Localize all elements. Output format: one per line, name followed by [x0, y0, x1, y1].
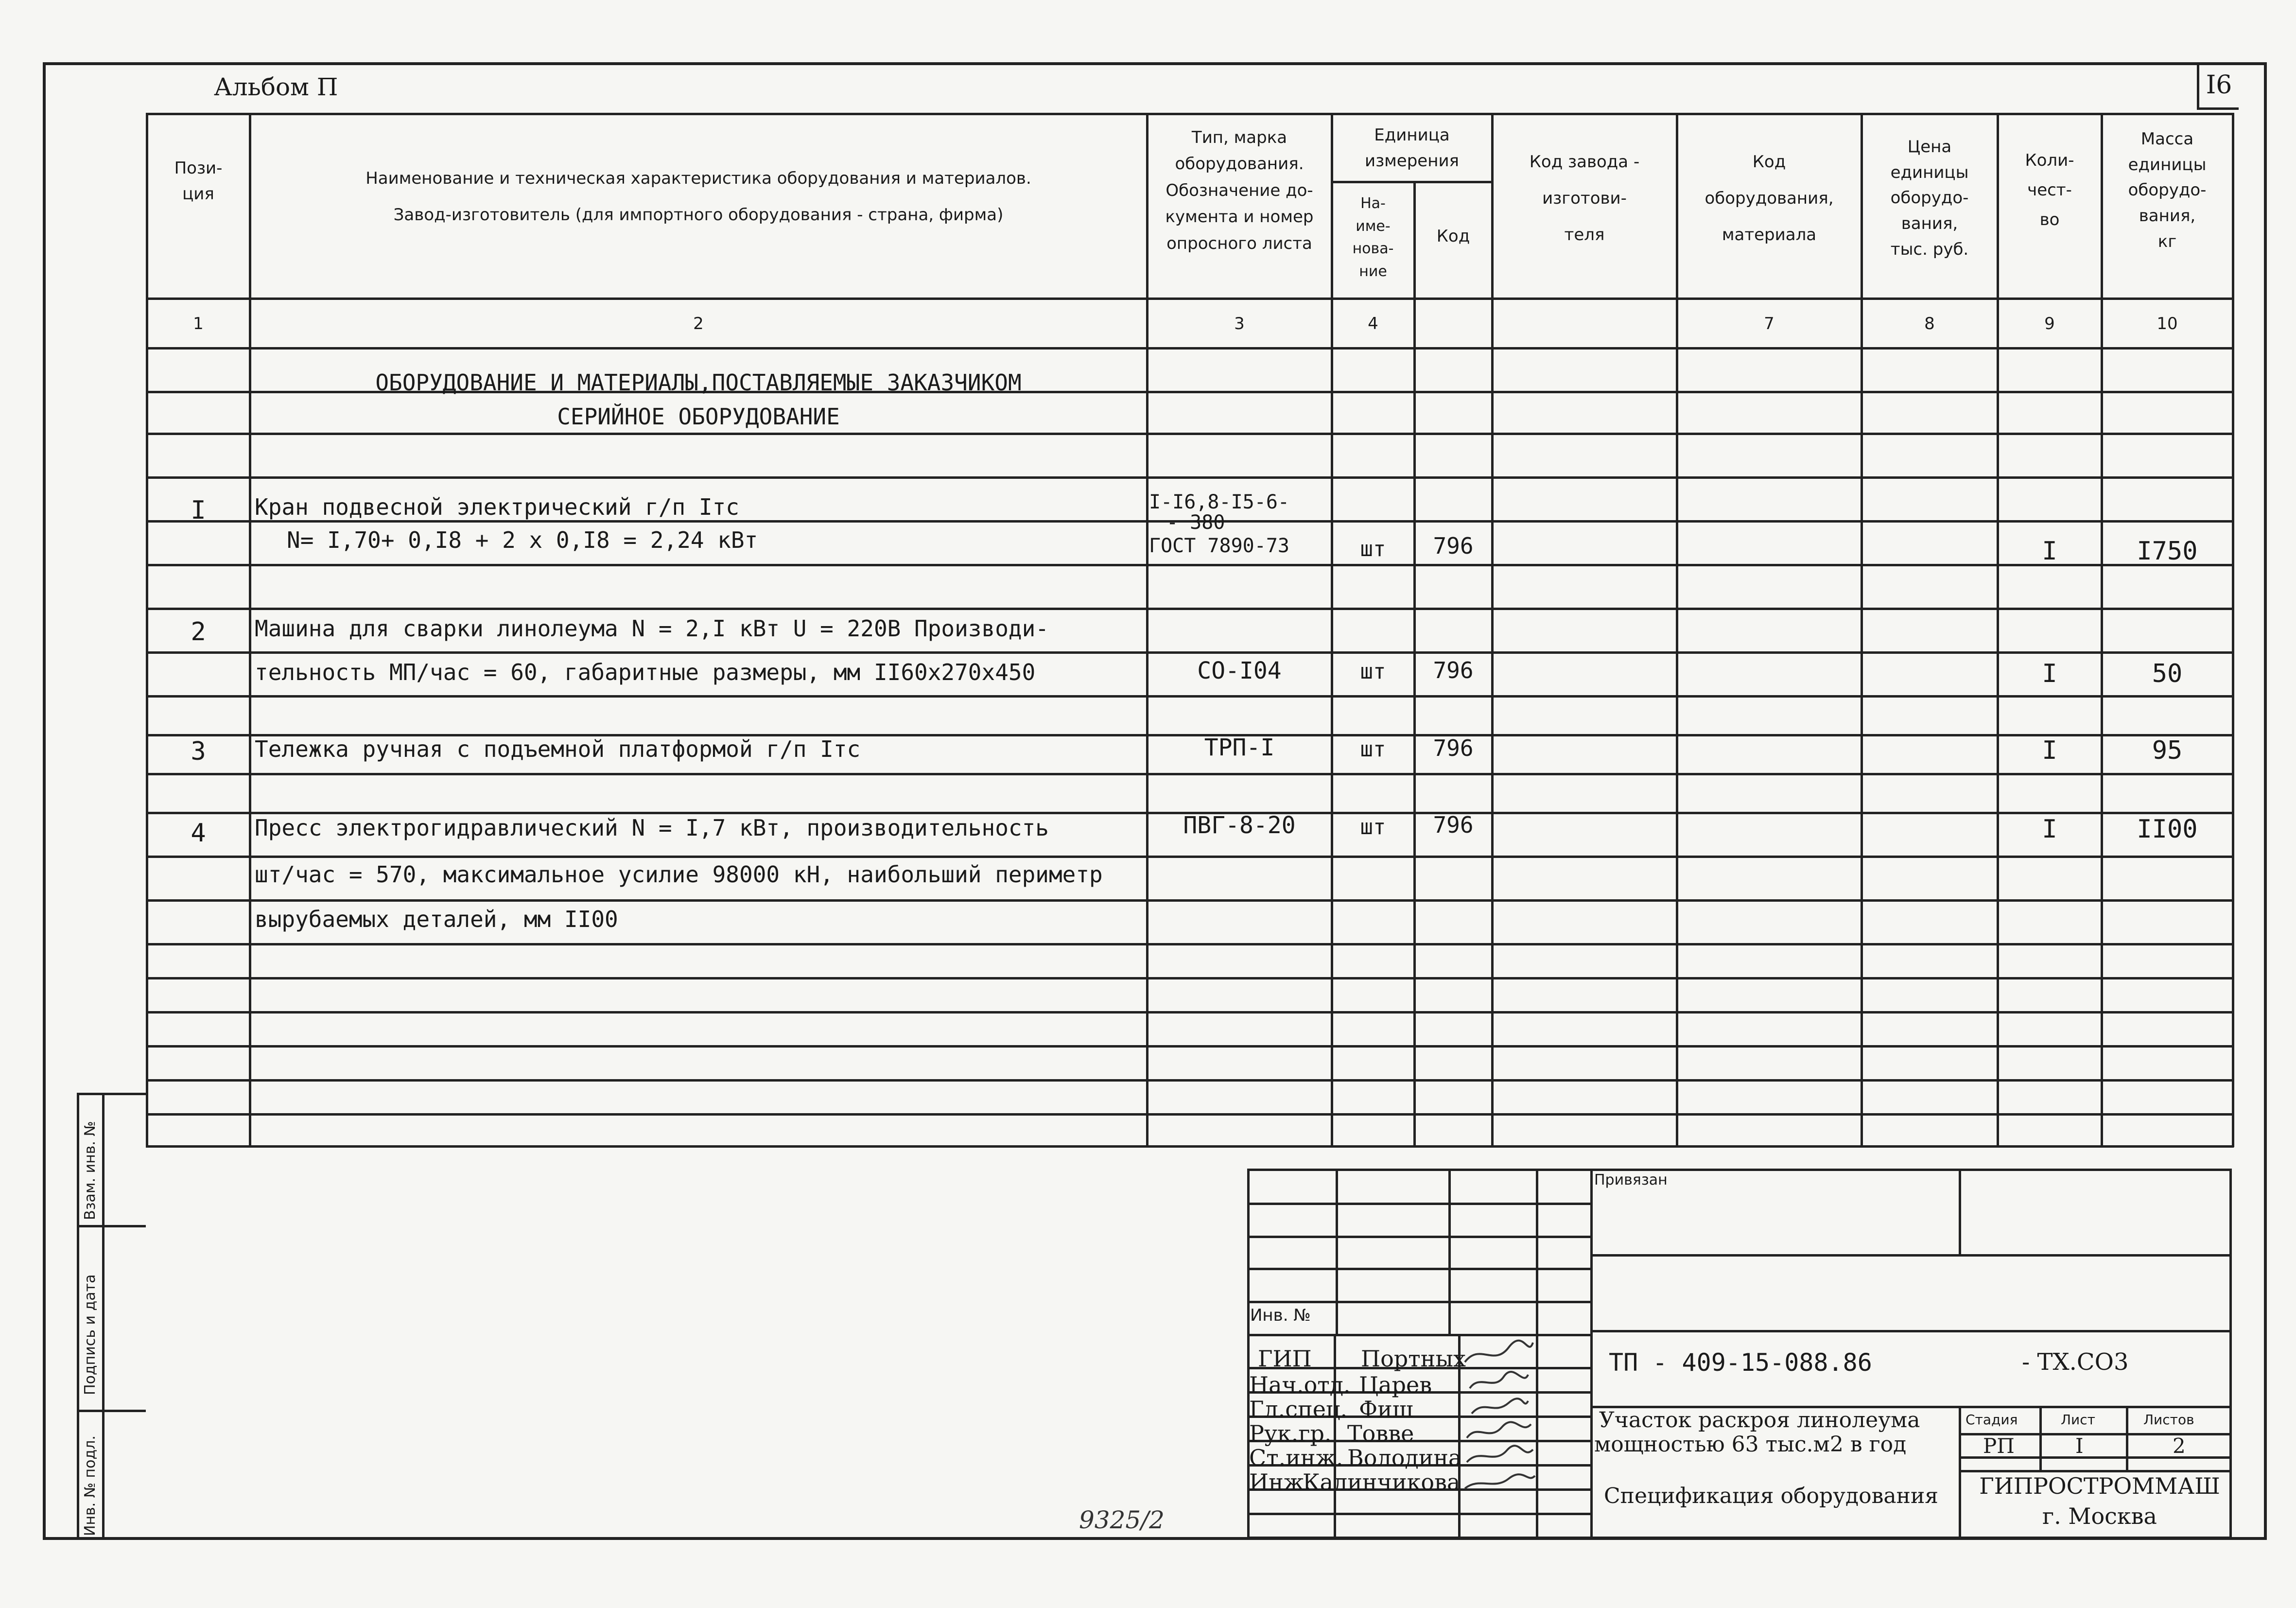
row-1-unit: шт — [1360, 537, 1386, 561]
row-4-unit: шт — [1360, 815, 1386, 839]
table-top-line — [146, 113, 2234, 115]
col-header-mass: Масса единицы оборудо- вания, кг — [2128, 129, 2207, 251]
row-4-unit-code: 796 — [1433, 812, 1474, 838]
person-2: Царев — [1359, 1372, 1432, 1398]
row-line — [146, 977, 2234, 979]
row-line — [146, 943, 2234, 945]
role-4: Рук.гр. — [1249, 1420, 1332, 1447]
signature-mark — [1465, 1474, 1535, 1488]
section-title: ОБОРУДОВАНИЕ И МАТЕРИАЛЫ,ПОСТАВЛЯЕМЫЕ ЗАКАЗЧИКОМ — [375, 369, 1022, 396]
row-line — [146, 1011, 2234, 1014]
stage-value: РП — [1983, 1434, 2015, 1458]
row-1-position: I — [191, 496, 206, 525]
tb-line — [1247, 1268, 1590, 1270]
row-1-quantity: I — [2042, 537, 2057, 566]
row-3-position: 3 — [191, 737, 206, 766]
tb-line — [1590, 1330, 2232, 1332]
col-header-factory-code: Код завода - изготови- теля — [1529, 152, 1640, 245]
col-num-1: 1 — [193, 314, 204, 333]
side-label-replacement: Взам. инв. № — [82, 1121, 99, 1220]
album-label: Альбом П — [214, 73, 338, 101]
signature-mark — [1467, 1446, 1533, 1462]
col-num-2: 2 — [693, 314, 704, 333]
tb-line — [2039, 1406, 2042, 1470]
row-1-type-line-2: - 380 — [1166, 511, 1225, 534]
row-4-position: 4 — [191, 819, 206, 848]
tb-line — [1247, 1236, 1590, 1238]
row-line — [146, 856, 2234, 858]
row-2-name-line-2: тельность МП/час = 60, габаритные размеры, мм II60x270x450 — [255, 659, 1036, 685]
col-num-9: 9 — [2044, 314, 2055, 333]
person-5: Володина — [1347, 1445, 1462, 1471]
col-num-8: 8 — [1924, 314, 1935, 333]
col-line — [1146, 113, 1148, 1147]
row-line — [146, 1079, 2234, 1082]
row-line — [146, 899, 2234, 902]
col-header-equipment-code: Код оборудования, материала — [1705, 152, 1834, 245]
col-line — [1997, 113, 1999, 1147]
row-line — [146, 651, 2234, 654]
tb-line — [1247, 1513, 1590, 1515]
left-stamp-divider — [102, 1093, 104, 1540]
sheets-label: Листов — [2143, 1412, 2194, 1428]
row-2-type: СО-I04 — [1197, 657, 1282, 684]
row-3-quantity: I — [2042, 736, 2057, 765]
row-1-unit-code: 796 — [1433, 533, 1474, 559]
role-5: Ст.инж. — [1249, 1445, 1343, 1471]
row-4-type: ПВГ-8-20 — [1183, 812, 1296, 839]
col-line — [249, 113, 251, 1147]
tb-line — [1247, 1334, 1590, 1336]
row-4-mass: II00 — [2137, 815, 2198, 844]
row-2-mass: 50 — [2152, 659, 2183, 688]
side-label-original-inventory: Инв. № подл. — [82, 1435, 99, 1536]
designation: ТП - 409-15-088.86 — [1609, 1348, 1872, 1377]
left-stamp-line — [77, 1410, 146, 1412]
row-4-name-line-1: Пресс электрогидравлический N = I,7 кВт, производительность — [255, 815, 1049, 841]
row-line — [146, 695, 2234, 698]
row-4-name-line-3: вырубаемых деталей, мм II00 — [255, 906, 618, 932]
col-header-quantity: Коли- чест- во — [2025, 151, 2074, 230]
document-title: Спецификация оборудования — [1604, 1484, 1939, 1508]
sheet-label: Лист — [2061, 1412, 2095, 1428]
tb-line — [1247, 1301, 1590, 1303]
tb-line — [1336, 1169, 1338, 1334]
tb-line — [1247, 1203, 1590, 1205]
tb-line — [1959, 1406, 1961, 1539]
table-bottom-line — [146, 1145, 2234, 1148]
row-1-type-line-3: ГОСТ 7890-73 — [1149, 535, 1289, 557]
col-header-type: Тип, марка оборудования. Обозначение до- кумента и номер опросного листа — [1165, 128, 1314, 253]
organization-city: г. Москва — [2042, 1503, 2157, 1529]
stage-label: Стадия — [1966, 1412, 2018, 1428]
role-1: ГИП — [1258, 1346, 1312, 1372]
col-header-unit-code: Код — [1436, 227, 1470, 246]
person-3: Фиш — [1359, 1396, 1413, 1422]
signatures — [1460, 1338, 1538, 1518]
row-3-unit-code: 796 — [1433, 735, 1474, 761]
person-1: Портных — [1361, 1346, 1466, 1372]
col-line — [1861, 113, 1863, 1147]
signature-mark — [1472, 1398, 1528, 1414]
sheet-value: I — [2075, 1434, 2084, 1458]
col-header-price: Цена единицы оборудо- вания, тыс. руб. — [1890, 137, 1969, 259]
sheets-value: 2 — [2173, 1434, 2186, 1458]
row-3-unit: шт — [1360, 737, 1386, 762]
signature-mark — [1465, 1341, 1533, 1362]
designation-suffix: - ТХ.СО3 — [2022, 1348, 2129, 1376]
col-header-name: Наименование и техническая характеристика оборудования и материалов. Завод-изготовитель (для импортного оборудования - страна, фирма) — [365, 169, 1031, 225]
col-num-4: 4 — [1368, 314, 1378, 333]
col-header-unit-group: Единица измерения — [1364, 125, 1460, 171]
row-line — [146, 608, 2234, 610]
row-line — [146, 564, 2234, 566]
archive-number: 9325/2 — [1079, 1506, 1165, 1534]
tb-line — [1448, 1169, 1451, 1334]
organization: ГИПРОСТРОММАШ — [1979, 1473, 2220, 1499]
object-title-line-1: Участок раскроя линолеума — [1599, 1408, 1920, 1433]
row-3-mass: 95 — [2152, 736, 2183, 765]
page-number-box — [2197, 65, 2239, 110]
row-1-mass: I750 — [2137, 537, 2198, 566]
row-line — [146, 476, 2234, 479]
numbers-bottom-line — [146, 347, 2234, 350]
col-line — [1491, 113, 1494, 1147]
row-1-type-line-1: I-I6,8-I5-6- — [1149, 491, 1289, 513]
row-line — [146, 773, 2234, 775]
row-2-unit-code: 796 — [1433, 657, 1474, 683]
page-number: I6 — [2206, 70, 2232, 100]
row-3-name: Тележка ручная с подъемной платформой г/п Iтс — [255, 736, 861, 762]
role-6: Инж. — [1249, 1469, 1311, 1495]
col-line — [1676, 113, 1678, 1147]
person-6: Калинчикова — [1303, 1469, 1461, 1495]
tb-line — [1959, 1169, 1961, 1254]
col-num-10: 10 — [2157, 314, 2178, 333]
row-line — [146, 1045, 2234, 1048]
col-num-7: 7 — [1764, 314, 1774, 333]
row-1-name-line-1: Кран подвесной электрический г/п Iтс — [255, 494, 739, 520]
row-4-quantity: I — [2042, 815, 2057, 844]
col-line — [2232, 113, 2234, 1147]
subsection-title: СЕРИЙНОЕ ОБОРУДОВАНИЕ — [557, 403, 840, 430]
row-line — [146, 433, 2234, 435]
row-line — [146, 1113, 2234, 1116]
signature-mark — [1467, 1422, 1531, 1438]
tb-line — [1334, 1334, 1336, 1538]
left-stamp-line — [77, 1225, 146, 1227]
tb-line — [1590, 1254, 2232, 1257]
col-header-unit-name: На- име- нова- ние — [1352, 195, 1394, 280]
col-header-position: Пози- ция — [174, 158, 223, 204]
col-num-3: 3 — [1234, 314, 1245, 333]
col-line — [2101, 113, 2103, 1147]
row-2-unit: шт — [1360, 659, 1386, 684]
row-3-type: ТРП-I — [1204, 734, 1275, 761]
privyazan-label: Привязан — [1594, 1171, 1668, 1189]
row-4-name-line-2: шт/час = 570, максимальное усилие 98000 кН, наибольший периметр — [255, 861, 1103, 888]
object-title-line-2: мощностью 63 тыс.м2 в год — [1594, 1432, 1907, 1457]
side-label-signature-date: Подпись и дата — [82, 1274, 99, 1395]
tb-line — [2126, 1406, 2128, 1470]
header-bottom-line — [146, 297, 2234, 300]
row-2-name-line-1: Машина для сварки линолеума N = 2,I кВт U = 220В Производи- — [255, 615, 1049, 642]
signature-mark — [1470, 1372, 1528, 1388]
row-2-position: 2 — [191, 617, 206, 647]
row-2-quantity: I — [2042, 659, 2057, 688]
role-3: Гл.спец. — [1249, 1396, 1348, 1422]
row-1-name-line-2: N= I,70+ 0,I8 + 2 х 0,I8 = 2,24 кВт — [287, 527, 758, 553]
tb-line — [1590, 1169, 1593, 1539]
role-2: Нач.отд. — [1249, 1372, 1351, 1398]
tb-line — [1959, 1470, 2232, 1472]
inv-no-label: Инв. № — [1250, 1306, 1311, 1325]
unit-group-line — [1331, 181, 1493, 183]
person-4: Товве — [1347, 1420, 1414, 1447]
